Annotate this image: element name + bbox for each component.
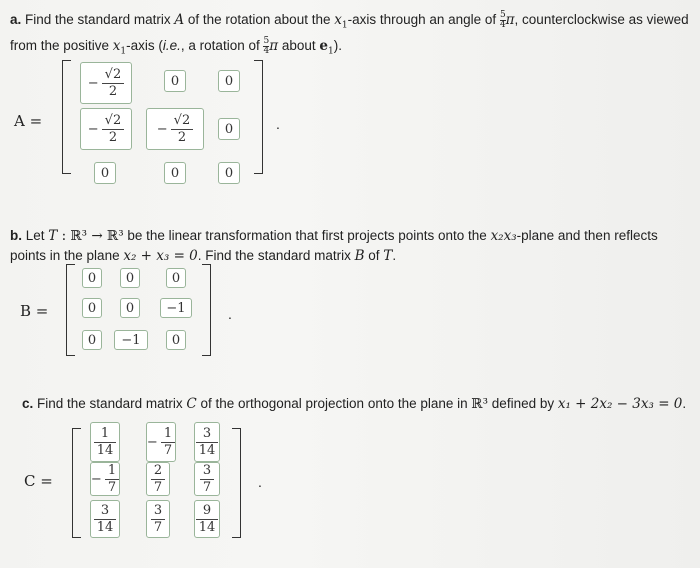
entry-value: 0 bbox=[125, 300, 135, 316]
fraction bbox=[102, 114, 125, 145]
fraction-numerator: 1 bbox=[100, 425, 110, 441]
entry-value: −1 bbox=[121, 332, 141, 348]
fraction-denominator: 7 bbox=[153, 519, 163, 535]
fraction-denominator: 7 bbox=[163, 442, 173, 458]
fraction-entry bbox=[88, 68, 124, 99]
fraction-numerator: 3 bbox=[153, 502, 163, 518]
matrix-b-label: B = bbox=[20, 302, 49, 320]
matrix-entry-input[interactable] bbox=[146, 422, 176, 462]
matrix-entry-input[interactable] bbox=[90, 422, 120, 462]
fraction-entry bbox=[196, 504, 219, 535]
matrix-entry-input[interactable] bbox=[80, 62, 132, 104]
matrix-a-label: A = bbox=[14, 112, 43, 130]
fraction-entry bbox=[94, 504, 117, 535]
fraction-numerator: √2 bbox=[104, 112, 122, 128]
entry-value: 0 bbox=[224, 165, 234, 181]
matrix-c-label: C = bbox=[24, 472, 53, 490]
matrix-entry-input[interactable] bbox=[90, 462, 120, 496]
matrix-entry-input[interactable] bbox=[166, 330, 186, 350]
matrix-entry-input[interactable] bbox=[82, 298, 102, 318]
matrix-entry-input[interactable] bbox=[166, 268, 186, 288]
matrix-entry-input[interactable] bbox=[114, 330, 148, 350]
fraction-denominator: 7 bbox=[153, 479, 163, 495]
fraction bbox=[196, 504, 219, 535]
fraction-denominator: 2 bbox=[108, 83, 118, 99]
matrix-c-left-bracket bbox=[72, 428, 81, 538]
entry-value: 0 bbox=[170, 165, 180, 181]
entry-value: 0 bbox=[171, 332, 181, 348]
fraction-denominator: 7 bbox=[202, 479, 212, 495]
fraction-numerator: 3 bbox=[202, 462, 212, 478]
fraction-denominator: 14 bbox=[198, 442, 216, 458]
matrix-b-right-bracket bbox=[202, 264, 211, 356]
fraction bbox=[171, 114, 194, 145]
entry-value: 0 bbox=[224, 121, 234, 137]
fraction-numerator: 1 bbox=[163, 425, 173, 441]
entry-sign: − bbox=[87, 121, 99, 137]
matrix-entry-input[interactable] bbox=[146, 462, 170, 496]
fraction-entry bbox=[151, 464, 165, 495]
fraction bbox=[200, 464, 214, 495]
fraction-entry bbox=[147, 427, 175, 458]
matrix-entry-input[interactable] bbox=[94, 162, 116, 184]
fraction-denominator: 2 bbox=[177, 129, 187, 145]
fraction bbox=[105, 464, 119, 495]
fraction-entry bbox=[151, 504, 165, 535]
entry-value: 0 bbox=[171, 270, 181, 286]
entry-value: 0 bbox=[87, 332, 97, 348]
entry-sign: − bbox=[146, 434, 158, 450]
matrix-entry-input[interactable] bbox=[218, 118, 240, 140]
fraction-numerator: √2 bbox=[104, 66, 122, 82]
matrix-entry-input[interactable] bbox=[194, 500, 220, 538]
matrix-entry-input[interactable] bbox=[120, 268, 140, 288]
fraction-entry bbox=[157, 114, 193, 145]
fraction-numerator: 3 bbox=[100, 502, 110, 518]
matrix-c-right-bracket bbox=[232, 428, 241, 538]
matrix-entry-input[interactable] bbox=[218, 162, 240, 184]
matrix-a-right-bracket bbox=[254, 60, 263, 174]
matrix-entry-input[interactable] bbox=[194, 422, 220, 462]
fraction-denominator: 14 bbox=[96, 442, 114, 458]
fraction-numerator: √2 bbox=[173, 112, 191, 128]
matrix-entry-input[interactable] bbox=[164, 162, 186, 184]
matrix-entry-input[interactable] bbox=[120, 298, 140, 318]
entry-value: 0 bbox=[100, 165, 110, 181]
entry-value: −1 bbox=[166, 300, 186, 316]
fraction bbox=[102, 68, 125, 99]
entry-sign: − bbox=[90, 471, 102, 487]
matrix-entry-input[interactable] bbox=[80, 108, 132, 150]
matrix-c-period: . bbox=[258, 474, 262, 490]
fraction-entry bbox=[196, 427, 219, 458]
matrix-entry-input[interactable] bbox=[146, 108, 204, 150]
matrix-a-left-bracket bbox=[62, 60, 71, 174]
matrix-entry-input[interactable] bbox=[160, 298, 192, 318]
entry-value: 0 bbox=[224, 73, 234, 89]
fraction-entry bbox=[91, 464, 119, 495]
fraction bbox=[196, 427, 219, 458]
matrix-entry-input[interactable] bbox=[218, 70, 240, 92]
fraction bbox=[94, 504, 117, 535]
matrix-b-period: . bbox=[228, 306, 232, 322]
part-a-question: a. Find the standard matrix A of the rotation about the $x_1$-axis through an angle of $\frac{5}{4}$ π, counterclockwise as viewed from the positive $x_1$-axis (i.e., a rotation of $\frac{5}{4}$ π about $e_1$). bbox=[10, 9, 689, 57]
fraction bbox=[151, 464, 165, 495]
fraction-denominator: 7 bbox=[107, 479, 117, 495]
fraction bbox=[161, 427, 175, 458]
fraction-entry bbox=[200, 464, 214, 495]
fraction bbox=[151, 504, 165, 535]
matrix-entry-input[interactable] bbox=[82, 268, 102, 288]
matrix-entry-input[interactable] bbox=[146, 500, 170, 538]
fraction-denominator: 14 bbox=[198, 519, 216, 535]
fraction-numerator: 1 bbox=[107, 462, 117, 478]
fraction-denominator: 2 bbox=[108, 129, 118, 145]
fraction bbox=[94, 427, 117, 458]
entry-value: 0 bbox=[87, 270, 97, 286]
entry-value: 0 bbox=[170, 73, 180, 89]
part-b-question: b. Let T : ℝ³ → ℝ³ be the linear transformation that first projects points onto the x₂x₃-plane and then reflects points in the plane x₂ + x₃ = 0. Find the standard matrix B of T. bbox=[10, 228, 658, 264]
fraction-denominator: 14 bbox=[96, 519, 114, 535]
fraction-entry bbox=[94, 427, 117, 458]
matrix-entry-input[interactable] bbox=[90, 500, 120, 538]
fraction-numerator: 2 bbox=[153, 462, 163, 478]
matrix-b-left-bracket bbox=[66, 264, 75, 356]
fraction-numerator: 9 bbox=[202, 502, 212, 518]
matrix-entry-input[interactable] bbox=[194, 462, 220, 496]
entry-value: 0 bbox=[87, 300, 97, 316]
matrix-a-period: . bbox=[276, 116, 280, 132]
matrix-entry-input[interactable] bbox=[82, 330, 102, 350]
entry-sign: − bbox=[156, 121, 168, 137]
fraction-entry bbox=[88, 114, 124, 145]
matrix-entry-input[interactable] bbox=[164, 70, 186, 92]
part-c-question: c. Find the standard matrix C of the orthogonal projection onto the plane in ℝ³ defined by x₁ + 2x₂ − 3x₃ = 0. bbox=[22, 396, 687, 412]
entry-value: 0 bbox=[125, 270, 135, 286]
entry-sign: − bbox=[87, 75, 99, 91]
fraction-numerator: 3 bbox=[202, 425, 212, 441]
